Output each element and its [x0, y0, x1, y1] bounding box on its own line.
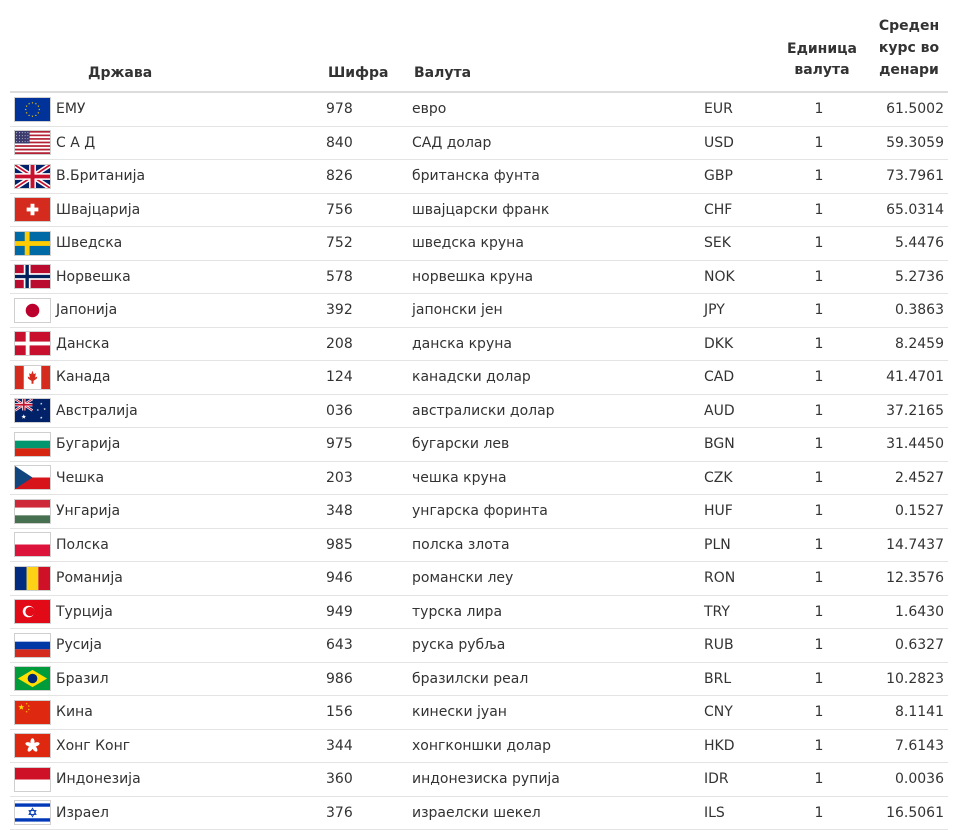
iso-cell: PLN — [704, 528, 774, 562]
code-cell: 344 — [270, 729, 410, 763]
currency-cell: САД долар — [410, 126, 704, 160]
iso-cell: RUB — [704, 629, 774, 663]
table-row — [10, 394, 948, 428]
table-row — [10, 763, 948, 797]
code-cell: 208 — [270, 327, 410, 361]
cz-flag-icon — [14, 465, 51, 490]
header-code: Шифра — [270, 0, 410, 92]
code-cell: 392 — [270, 294, 410, 328]
unit-cell: 1 — [774, 662, 870, 696]
country-cell: Полска — [52, 528, 270, 562]
code-cell: 156 — [270, 696, 410, 730]
table-row — [10, 327, 948, 361]
rate-cell: 0.3863 — [870, 294, 948, 328]
rate-cell: 31.4450 — [870, 428, 948, 462]
flag-cell — [10, 662, 52, 696]
flag-cell — [10, 629, 52, 663]
table-row — [10, 126, 948, 160]
currency-cell: шведска круна — [410, 227, 704, 261]
flag-cell — [10, 361, 52, 395]
eu-flag-icon — [14, 97, 51, 122]
unit-cell: 1 — [774, 294, 870, 328]
flag-cell — [10, 260, 52, 294]
table-header-row — [10, 0, 948, 92]
pl-flag-icon — [14, 532, 51, 557]
rate-cell: 5.4476 — [870, 227, 948, 261]
code-cell: 986 — [270, 662, 410, 696]
country-cell: Бразил — [52, 662, 270, 696]
country-cell: Канада — [52, 361, 270, 395]
ro-flag-icon — [14, 566, 51, 591]
country-cell: Јапонија — [52, 294, 270, 328]
us-flag-icon — [14, 130, 51, 155]
currency-cell: јапонски јен — [410, 294, 704, 328]
country-cell: Шведска — [52, 227, 270, 261]
country-cell: Норвешка — [52, 260, 270, 294]
table-row — [10, 528, 948, 562]
iso-cell: GBP — [704, 160, 774, 194]
iso-cell: HUF — [704, 495, 774, 529]
flag-cell — [10, 696, 52, 730]
unit-cell: 1 — [774, 796, 870, 830]
rate-cell: 14.7437 — [870, 528, 948, 562]
exchange-rate-table — [10, 0, 948, 830]
flag-cell — [10, 595, 52, 629]
currency-cell: турска лира — [410, 595, 704, 629]
flag-cell — [10, 495, 52, 529]
currency-cell: бразилски реал — [410, 662, 704, 696]
flag-cell — [10, 528, 52, 562]
header-unit-line: валута — [794, 62, 850, 78]
unit-cell: 1 — [774, 629, 870, 663]
rate-cell: 2.4527 — [870, 461, 948, 495]
country-cell: Данска — [52, 327, 270, 361]
rate-cell: 37.2165 — [870, 394, 948, 428]
flag-cell — [10, 461, 52, 495]
id-flag-icon — [14, 767, 51, 792]
rate-cell: 65.0314 — [870, 193, 948, 227]
table-row — [10, 193, 948, 227]
currency-cell: швајцарски франк — [410, 193, 704, 227]
currency-cell: романски леу — [410, 562, 704, 596]
country-cell: Австралија — [52, 394, 270, 428]
iso-cell: RON — [704, 562, 774, 596]
rate-cell: 10.2823 — [870, 662, 948, 696]
jp-flag-icon — [14, 298, 51, 323]
iso-cell: NOK — [704, 260, 774, 294]
table-row — [10, 428, 948, 462]
header-currency: Валута — [410, 0, 774, 92]
iso-cell: BGN — [704, 428, 774, 462]
table-row — [10, 461, 948, 495]
currency-cell: унгарска форинта — [410, 495, 704, 529]
table-row — [10, 629, 948, 663]
flag-cell — [10, 428, 52, 462]
iso-cell: AUD — [704, 394, 774, 428]
country-cell: Хонг Конг — [52, 729, 270, 763]
country-cell: Унгарија — [52, 495, 270, 529]
currency-cell: норвешка круна — [410, 260, 704, 294]
iso-cell: TRY — [704, 595, 774, 629]
unit-cell: 1 — [774, 126, 870, 160]
flag-cell — [10, 227, 52, 261]
hu-flag-icon — [14, 499, 51, 524]
country-cell: Русија — [52, 629, 270, 663]
country-cell: Кина — [52, 696, 270, 730]
rate-cell: 59.3059 — [870, 126, 948, 160]
currency-cell: канадски долар — [410, 361, 704, 395]
currency-cell: кинески јуан — [410, 696, 704, 730]
code-cell: 643 — [270, 629, 410, 663]
header-country: Држава — [10, 0, 270, 92]
ru-flag-icon — [14, 633, 51, 658]
unit-cell: 1 — [774, 160, 870, 194]
country-cell: ЕМУ — [52, 92, 270, 126]
rate-cell: 8.1141 — [870, 696, 948, 730]
flag-cell — [10, 796, 52, 830]
country-cell: Турција — [52, 595, 270, 629]
table-row — [10, 361, 948, 395]
iso-cell: CAD — [704, 361, 774, 395]
iso-cell: CZK — [704, 461, 774, 495]
iso-cell: SEK — [704, 227, 774, 261]
currency-cell: хонгконшки долар — [410, 729, 704, 763]
tr-flag-icon — [14, 599, 51, 624]
iso-cell: JPY — [704, 294, 774, 328]
iso-cell: ILS — [704, 796, 774, 830]
il-flag-icon — [14, 800, 51, 825]
rate-cell: 8.2459 — [870, 327, 948, 361]
currency-cell: израелски шекел — [410, 796, 704, 830]
country-cell: Швајцарија — [52, 193, 270, 227]
code-cell: 978 — [270, 92, 410, 126]
table-row — [10, 495, 948, 529]
iso-cell: HKD — [704, 729, 774, 763]
currency-cell: индонезиска рупија — [410, 763, 704, 797]
currency-cell: евро — [410, 92, 704, 126]
table-row — [10, 294, 948, 328]
currency-cell: данска круна — [410, 327, 704, 361]
code-cell: 360 — [270, 763, 410, 797]
flag-cell — [10, 729, 52, 763]
unit-cell: 1 — [774, 763, 870, 797]
rate-cell: 1.6430 — [870, 595, 948, 629]
code-cell: 752 — [270, 227, 410, 261]
unit-cell: 1 — [774, 696, 870, 730]
currency-cell: полска злота — [410, 528, 704, 562]
iso-cell: DKK — [704, 327, 774, 361]
currency-cell: британска фунта — [410, 160, 704, 194]
currency-cell: бугарски лев — [410, 428, 704, 462]
table-row — [10, 729, 948, 763]
flag-cell — [10, 126, 52, 160]
dk-flag-icon — [14, 331, 51, 356]
cn-flag-icon — [14, 700, 51, 725]
country-cell: С А Д — [52, 126, 270, 160]
table-row — [10, 227, 948, 261]
unit-cell: 1 — [774, 461, 870, 495]
ca-flag-icon — [14, 365, 51, 390]
unit-cell: 1 — [774, 562, 870, 596]
rate-cell: 0.6327 — [870, 629, 948, 663]
unit-cell: 1 — [774, 428, 870, 462]
flag-cell — [10, 294, 52, 328]
rate-cell: 16.5061 — [870, 796, 948, 830]
unit-cell: 1 — [774, 193, 870, 227]
country-cell: Романија — [52, 562, 270, 596]
rate-cell: 5.2736 — [870, 260, 948, 294]
table-row — [10, 662, 948, 696]
code-cell: 946 — [270, 562, 410, 596]
code-cell: 578 — [270, 260, 410, 294]
header-unit — [774, 0, 870, 92]
flag-cell — [10, 193, 52, 227]
header-unit-line: Единица — [787, 41, 857, 57]
currency-cell: руска рубља — [410, 629, 704, 663]
country-cell: В.Британија — [52, 160, 270, 194]
flag-cell — [10, 92, 52, 126]
se-flag-icon — [14, 231, 51, 256]
currency-cell: австралиски долар — [410, 394, 704, 428]
rate-cell: 0.0036 — [870, 763, 948, 797]
bg-flag-icon — [14, 432, 51, 457]
iso-cell: EUR — [704, 92, 774, 126]
code-cell: 826 — [270, 160, 410, 194]
header-rate-line: денари — [879, 62, 939, 78]
currency-cell: чешка круна — [410, 461, 704, 495]
header-rate-line: Среден — [878, 18, 940, 34]
no-flag-icon — [14, 264, 51, 289]
table-row — [10, 796, 948, 830]
unit-cell: 1 — [774, 227, 870, 261]
unit-cell: 1 — [774, 92, 870, 126]
iso-cell: CNY — [704, 696, 774, 730]
flag-cell — [10, 327, 52, 361]
country-cell: Израел — [52, 796, 270, 830]
code-cell: 756 — [270, 193, 410, 227]
header-rate-line: курс во — [878, 40, 940, 56]
code-cell: 985 — [270, 528, 410, 562]
br-flag-icon — [14, 666, 51, 691]
ch-flag-icon — [14, 197, 51, 222]
unit-cell: 1 — [774, 729, 870, 763]
code-cell: 376 — [270, 796, 410, 830]
uk-flag-icon — [14, 164, 51, 189]
iso-cell: CHF — [704, 193, 774, 227]
unit-cell: 1 — [774, 260, 870, 294]
rate-cell: 0.1527 — [870, 495, 948, 529]
table-row — [10, 160, 948, 194]
country-cell: Индонезија — [52, 763, 270, 797]
rate-cell: 73.7961 — [870, 160, 948, 194]
unit-cell: 1 — [774, 595, 870, 629]
code-cell: 975 — [270, 428, 410, 462]
header-rate — [870, 0, 948, 92]
rate-cell: 61.5002 — [870, 92, 948, 126]
flag-cell — [10, 394, 52, 428]
flag-cell — [10, 763, 52, 797]
code-cell: 036 — [270, 394, 410, 428]
unit-cell: 1 — [774, 394, 870, 428]
iso-cell: BRL — [704, 662, 774, 696]
iso-cell: USD — [704, 126, 774, 160]
table-row — [10, 92, 948, 126]
unit-cell: 1 — [774, 361, 870, 395]
table-row — [10, 260, 948, 294]
rate-cell: 7.6143 — [870, 729, 948, 763]
code-cell: 840 — [270, 126, 410, 160]
unit-cell: 1 — [774, 495, 870, 529]
flag-cell — [10, 160, 52, 194]
flag-cell — [10, 562, 52, 596]
rate-cell: 12.3576 — [870, 562, 948, 596]
country-cell: Бугарија — [52, 428, 270, 462]
code-cell: 348 — [270, 495, 410, 529]
code-cell: 124 — [270, 361, 410, 395]
rate-cell: 41.4701 — [870, 361, 948, 395]
au-flag-icon — [14, 398, 51, 423]
table-row — [10, 595, 948, 629]
code-cell: 949 — [270, 595, 410, 629]
unit-cell: 1 — [774, 528, 870, 562]
table-row — [10, 696, 948, 730]
country-cell: Чешка — [52, 461, 270, 495]
unit-cell: 1 — [774, 327, 870, 361]
table-row — [10, 562, 948, 596]
iso-cell: IDR — [704, 763, 774, 797]
code-cell: 203 — [270, 461, 410, 495]
hk-flag-icon — [14, 733, 51, 758]
